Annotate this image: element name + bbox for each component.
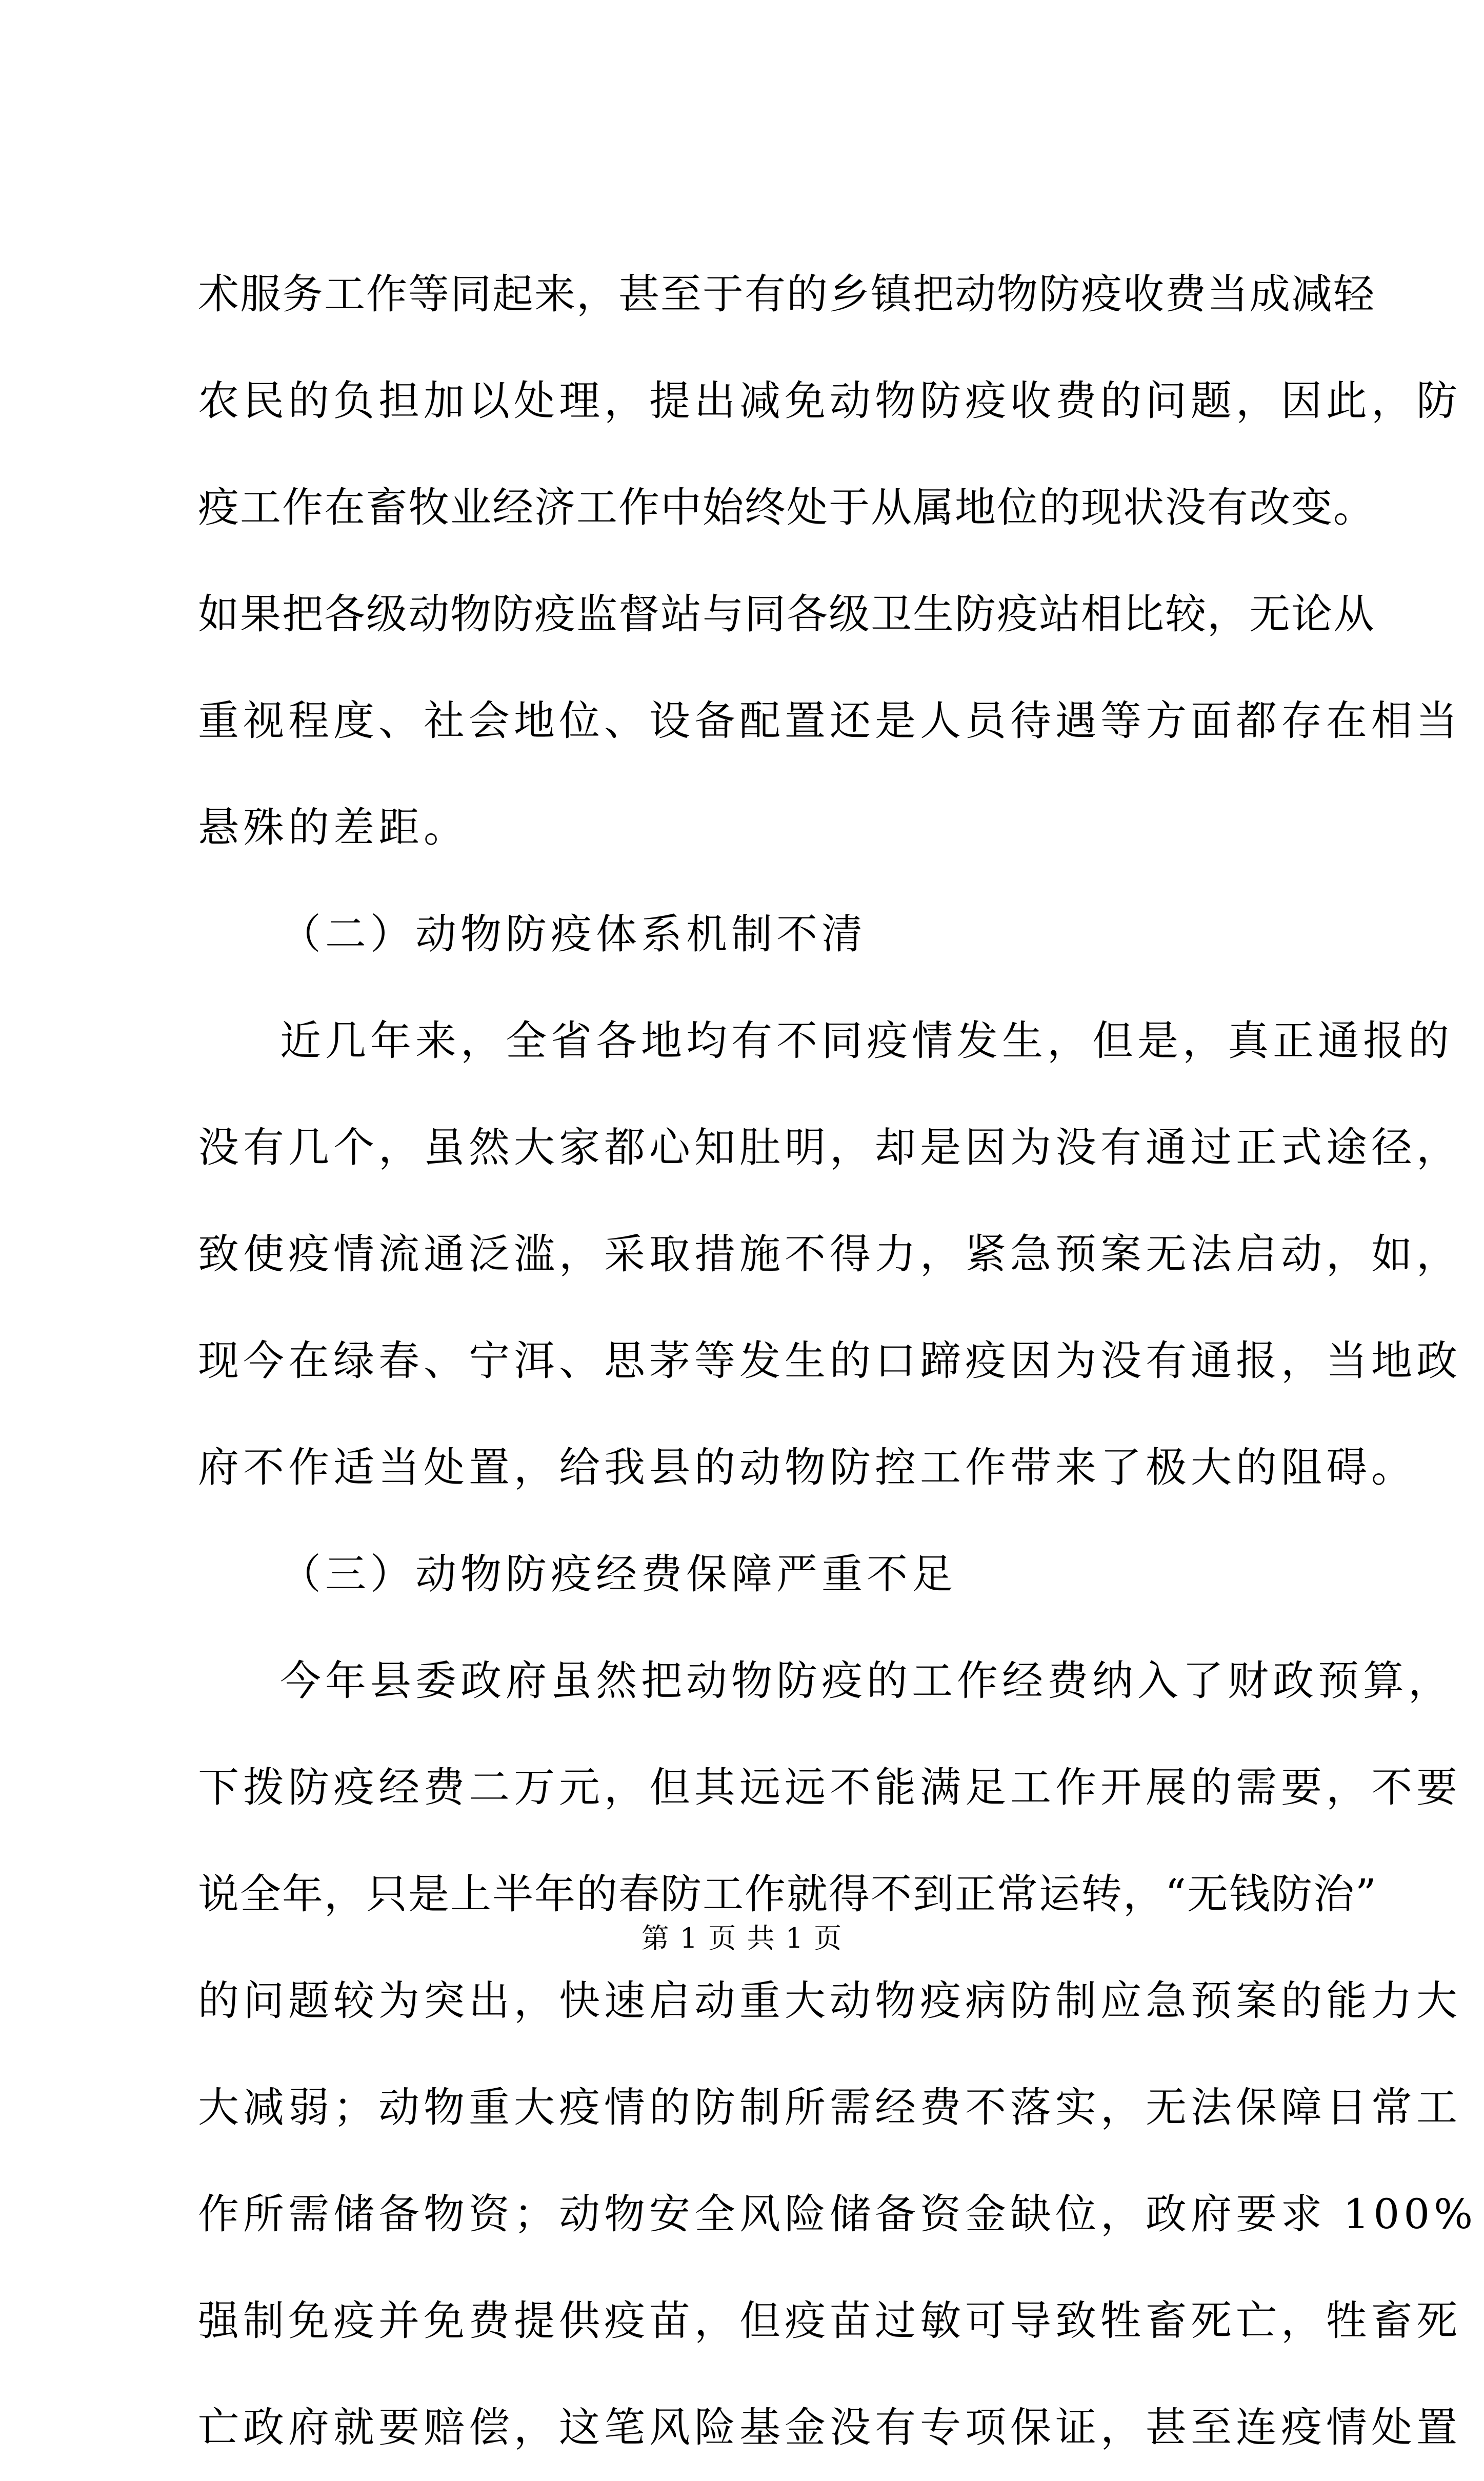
text-line: 如果把各级动物防疫监督站与同各级卫生防疫站相比较，无论从 — [198, 590, 1375, 638]
text-line: 悬殊的差距。 — [198, 804, 469, 851]
text-line: 今年县委政府虽然把动物防疫的工作经费纳入了财政预算， — [280, 1657, 1453, 1705]
document-body — [198, 241, 1477, 2481]
text-line: 的问题较为突出，快速启动重大动物疫病防制应急预案的能力大 — [198, 1977, 1461, 2025]
text-line: 农民的负担加以处理，提出减免动物防疫收费的问题，因此，防 — [198, 377, 1461, 425]
text-line: 大减弱；动物重大疫情的防制所需经费不落实，无法保障日常工 — [198, 2084, 1461, 2131]
text-line: 亡政府就要赔偿，这笔风险基金没有专项保证，甚至连疫情处置 — [198, 2404, 1461, 2451]
text-line: 说全年，只是上半年的春防工作就得不到正常运转，“无钱防治” — [198, 1870, 1377, 1918]
text-line: 疫工作在畜牧业经济工作中始终处于从属地位的现状没有改变。 — [198, 484, 1375, 531]
text-line: 致使疫情流通泛滥，采取措施不得力，紧急预案无法启动，如， — [198, 1230, 1461, 1278]
text-line: 没有几个，虽然大家都心知肚明，却是因为没有通过正式途径， — [198, 1124, 1461, 1171]
text-line: 下拨防疫经费二万元，但其远远不能满足工作开展的需要，不要 — [198, 1764, 1461, 1811]
section-heading: （三）动物防疫经费保障严重不足 — [280, 1550, 957, 1598]
page-number-footer: 第 1 页 共 1 页 — [641, 1922, 843, 1954]
text-line: 强制免疫并免费提供疫苗，但疫苗过敏可导致牲畜死亡，牲畜死 — [198, 2297, 1461, 2345]
text-line: 府不作适当处置，给我县的动物防控工作带来了极大的阻碍。 — [198, 1444, 1416, 1491]
text-line: 近几年来，全省各地均有不同疫情发生，但是，真正通报的 — [280, 1017, 1453, 1065]
section-heading: （二）动物防疫体系机制不清 — [280, 910, 867, 958]
text-line: 现今在绿春、宁洱、思茅等发生的口蹄疫因为没有通报，当地政 — [198, 1337, 1461, 1385]
text-line: 术服务工作等同起来，甚至于有的乡镇把动物防疫收费当成减轻 — [198, 270, 1375, 318]
text-line: 重视程度、社会地位、设备配置还是人员待遇等方面都存在相当 — [198, 697, 1461, 745]
text-line: 作所需储备物资；动物安全风险储备资金缺位，政府要求 100% — [198, 2190, 1477, 2238]
